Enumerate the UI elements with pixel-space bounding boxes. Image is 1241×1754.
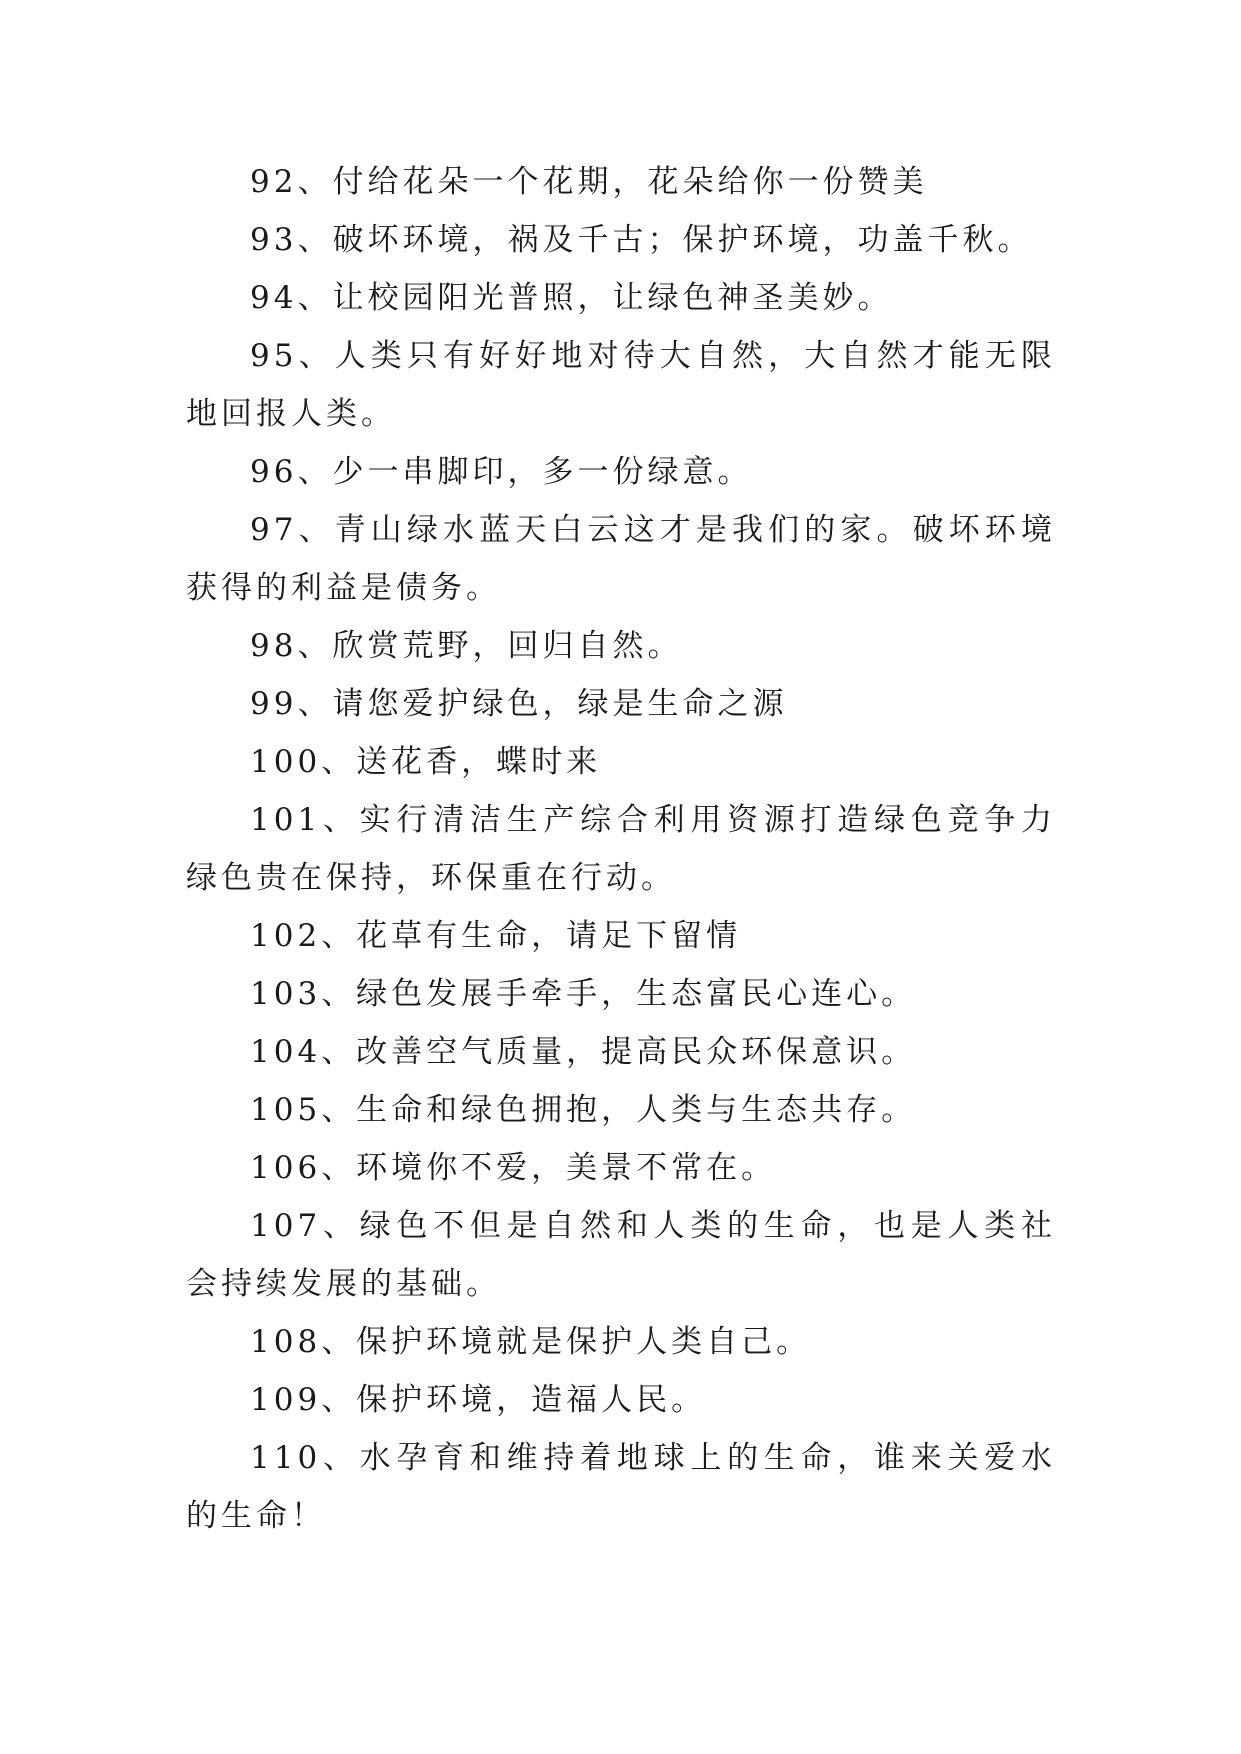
slogan-paragraph: 103、绿色发展手牵手，生态富民心连心。	[250, 976, 917, 1012]
slogan-paragraph: 93、破坏环境，祸及千古；保护环境，功盖千秋。	[250, 222, 1033, 258]
slogan-paragraph: 96、少一串脚印，多一份绿意。	[250, 454, 753, 490]
slogan-paragraph: 109、保护环境，造福人民。	[250, 1382, 707, 1418]
slogan-paragraph: 107、绿色不但是自然和人类的生命，也是人类社会持续发展的基础。	[186, 1208, 1056, 1302]
slogan-paragraph: 105、生命和绿色拥抱，人类与生态共存。	[250, 1092, 917, 1128]
slogan-paragraph: 108、保护环境就是保护人类自己。	[250, 1324, 812, 1360]
slogan-paragraph: 98、欣赏荒野，回归自然。	[250, 628, 683, 664]
slogan-paragraph: 94、让校园阳光普照，让绿色神圣美妙。	[250, 280, 893, 316]
slogan-paragraph: 92、付给花朵一个花期，花朵给你一份赞美	[250, 164, 928, 200]
slogan-paragraph: 104、改善空气质量，提高民众环保意识。	[250, 1034, 917, 1070]
slogan-paragraph: 106、环境你不爱，美景不常在。	[250, 1150, 777, 1186]
document-body	[186, 153, 1056, 1545]
slogan-paragraph: 97、青山绿水蓝天白云这才是我们的家。破坏环境获得的利益是债务。	[186, 512, 1056, 606]
slogan-paragraph: 101、实行清洁生产综合利用资源打造绿色竞争力绿色贵在保持，环保重在行动。	[186, 802, 1056, 896]
slogan-paragraph: 102、花草有生命，请足下留情	[250, 918, 742, 954]
slogan-paragraph: 95、人类只有好好地对待大自然，大自然才能无限地回报人类。	[186, 338, 1056, 432]
slogan-paragraph: 110、水孕育和维持着地球上的生命，谁来关爱水的生命！	[186, 1440, 1056, 1534]
slogan-paragraph: 100、送花香，蝶时来	[250, 744, 602, 780]
slogan-paragraph: 99、请您爱护绿色，绿是生命之源	[250, 686, 788, 722]
